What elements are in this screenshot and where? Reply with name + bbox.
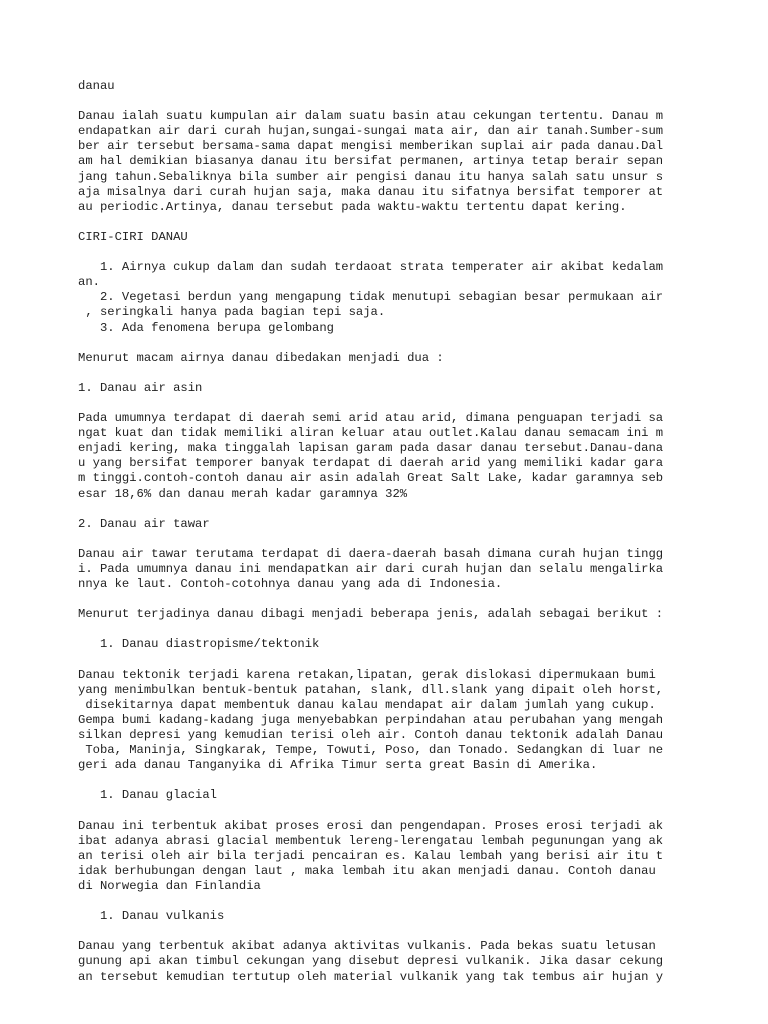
- text-line: idak berhubungan dengan laut , maka lembah itu akan menjadi danau. Contoh danau: [78, 863, 656, 878]
- text-line: Danau tektonik terjadi karena retakan,lipatan, gerak dislokasi dipermukaan bumi: [78, 667, 656, 682]
- text-line: yang menimbulkan bentuk-bentuk patahan, slank, dll.slank yang dipait oleh horst,: [78, 682, 664, 697]
- text-line: ngat kuat dan tidak memiliki aliran keluar atau outlet.Kalau danau semacam ini m: [78, 426, 664, 441]
- text-line: silkan depresi yang kemudian terisi oleh air. Contoh danau tektonik adalah Danau: [78, 728, 664, 743]
- text-line: 1. Airnya cukup dalam dan sudah terdaoat strata temperater air akibat kedalam: [78, 260, 664, 275]
- blank-line: [78, 215, 698, 230]
- text-line: 1. Danau glacial: [78, 788, 217, 803]
- text-line: an.: [78, 275, 100, 290]
- text-line: 3. Ada fenomena berupa gelombang: [78, 320, 334, 335]
- text-line: 1. Danau air asin: [78, 380, 203, 395]
- text-line: CIRI-CIRI DANAU: [78, 229, 188, 244]
- text-line: , seringkali hanya pada bagian tepi saja.: [78, 305, 386, 320]
- text-line: 2. Danau air tawar: [78, 516, 210, 531]
- blank-line: [78, 245, 698, 260]
- blank-line: [78, 336, 698, 351]
- text-line: Gempa bumi kadang-kadang juga menyebabkan perpindahan atau perubahan yang mengah: [78, 712, 664, 727]
- text-line: endapatkan air dari curah hujan,sungai-sungai mata air, dan air tanah.Sumber-sum: [78, 124, 664, 139]
- text-line: 1. Danau vulkanis: [78, 909, 225, 924]
- text-line: Pada umumnya terdapat di daerah semi arid atau arid, dimana penguapan terjadi sa: [78, 411, 664, 426]
- text-line: enjadi kering, maka tinggalah lapisan garam pada dasar danau tersebut.Danau-dana: [78, 441, 664, 456]
- text-line: jang tahun.Sebaliknya bila sumber air pengisi danau itu hanya salah satu unsur s: [78, 169, 664, 184]
- text-line: danau: [78, 79, 115, 93]
- text-line: Menurut macam airnya danau dibedakan menjadi dua :: [78, 350, 444, 365]
- blank-line: [78, 804, 698, 819]
- text-line: Danau ini terbentuk akibat proses erosi dan pengendapan. Proses erosi terjadi ak: [78, 818, 664, 833]
- text-line: an tersebut kemudian tertutup oleh material vulkanik yang tak tembus air hujan y: [78, 969, 664, 984]
- text-line: Danau yang terbentuk akibat adanya aktivitas vulkanis. Pada bekas suatu letusan: [78, 939, 656, 954]
- blank-line: [78, 396, 698, 411]
- text-line: u yang bersifat temporer banyak terdapat di daerah arid yang memiliki kadar gara: [78, 456, 664, 471]
- text-line: di Norwegia dan Finlandia: [78, 878, 261, 893]
- document-page: [78, 79, 698, 985]
- text-line: gunung api akan timbul cekungan yang disebut depresi vulkanik. Jika dasar cekung: [78, 954, 664, 969]
- blank-line: [78, 366, 698, 381]
- text-line: 1. Danau diastropisme/tektonik: [78, 637, 320, 652]
- text-line: nnya ke laut. Contoh-cotohnya danau yang ada di Indonesia.: [78, 577, 503, 592]
- text-line: disekitarnya dapat membentuk danau kalau mendapat air dalam jumlah yang cukup.: [78, 697, 656, 712]
- text-line: m tinggi.contoh-contoh danau air asin adalah Great Salt Lake, kadar garamnya seb: [78, 471, 664, 486]
- text-line: 2. Vegetasi berdun yang mengapung tidak menutupi sebagian besar permukaan air: [78, 290, 664, 305]
- text-line: geri ada danau Tanganyika di Afrika Timur serta great Basin di Amerika.: [78, 758, 598, 773]
- blank-line: [78, 622, 698, 637]
- blank-line: [78, 894, 698, 909]
- text-line: ibat adanya abrasi glacial membentuk lereng-lerengatau lembah pegunungan yang ak: [78, 833, 664, 848]
- text-line: Danau air tawar terutama terdapat di daera-daerah basah dimana curah hujan tingg: [78, 546, 664, 561]
- text-line: an terisi oleh air bila terjadi pencairan es. Kalau lembah yang berisi air itu t: [78, 848, 664, 863]
- text-line: am hal demikian biasanya danau itu bersifat permanen, artinya tetap berair sepan: [78, 154, 664, 169]
- text-line: i. Pada umumnya danau ini mendapatkan air dari curah hujan dan selalu mengalirka: [78, 562, 664, 576]
- text-line: aja misalnya dari curah hujan saja, maka danau itu sifatnya bersifat temporer at: [78, 184, 664, 199]
- text-line: ber air tersebut bersama-sama dapat mengisi memberikan suplai air pada danau.Dal: [78, 139, 664, 154]
- blank-line: [78, 924, 698, 939]
- blank-line: [78, 94, 698, 109]
- blank-line: [78, 532, 698, 547]
- blank-line: [78, 773, 698, 788]
- text-line: Danau ialah suatu kumpulan air dalam suatu basin atau cekungan tertentu. Danau m: [78, 109, 664, 124]
- text-line: Menurut terjadinya danau dibagi menjadi beberapa jenis, adalah sebagai berikut :: [78, 607, 664, 622]
- blank-line: [78, 502, 698, 517]
- text-line: Toba, Maninja, Singkarak, Tempe, Towuti, Poso, dan Tonado. Sedangkan di luar ne: [78, 743, 664, 758]
- blank-line: [78, 592, 698, 607]
- text-line: au periodic.Artinya, danau tersebut pada waktu-waktu tertentu dapat kering.: [78, 199, 627, 214]
- blank-line: [78, 653, 698, 668]
- text-line: esar 18,6% dan danau merah kadar garamnya 32%: [78, 486, 408, 501]
